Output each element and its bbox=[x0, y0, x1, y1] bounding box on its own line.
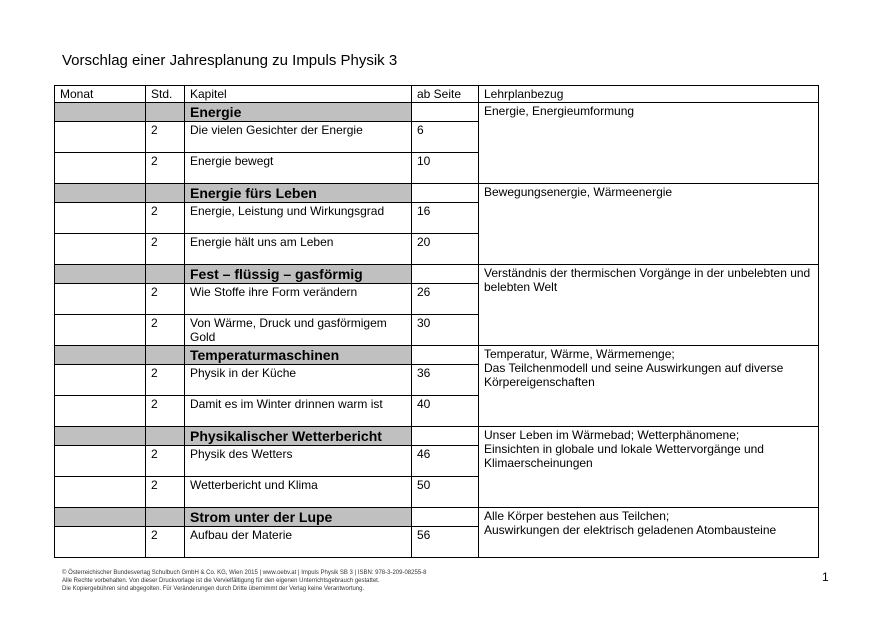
header-monat: Monat bbox=[55, 86, 146, 103]
lesson-std: 2 bbox=[146, 153, 185, 184]
chapter-seite-cell bbox=[412, 103, 479, 122]
lesson-title: Energie hält uns am Leben bbox=[185, 234, 412, 265]
lesson-monat bbox=[55, 122, 146, 153]
lesson-std: 2 bbox=[146, 396, 185, 427]
lesson-std: 2 bbox=[146, 122, 185, 153]
footer-disclaimer: Die Kopiergebühren sind abgegolten. Für Veränderungen durch Dritte übernimmt der Verlag keine Verantwortung. bbox=[62, 586, 365, 592]
lesson-page: 16 bbox=[412, 203, 479, 234]
chapter-seite-cell bbox=[412, 265, 479, 284]
chapter-title: Energie bbox=[185, 103, 412, 122]
lesson-std: 2 bbox=[146, 315, 185, 346]
chapter-row bbox=[55, 103, 819, 122]
lesson-std: 2 bbox=[146, 477, 185, 508]
lesson-std: 2 bbox=[146, 527, 185, 558]
chapter-title: Temperaturmaschinen bbox=[185, 346, 412, 365]
chapter-monat-cell bbox=[55, 346, 146, 365]
header-kapitel: Kapitel bbox=[185, 86, 412, 103]
chapter-row bbox=[55, 508, 819, 527]
lesson-title: Damit es im Winter drinnen warm ist bbox=[185, 396, 412, 427]
lesson-title: Wie Stoffe ihre Form verändern bbox=[185, 284, 412, 315]
lehrplan-cell: Verständnis der thermischen Vorgänge in der unbelebten und belebten Welt bbox=[479, 265, 819, 346]
chapter-seite-cell bbox=[412, 184, 479, 203]
lesson-monat bbox=[55, 153, 146, 184]
lesson-page: 40 bbox=[412, 396, 479, 427]
chapter-row bbox=[55, 346, 819, 365]
lesson-page: 36 bbox=[412, 365, 479, 396]
table-header-row bbox=[55, 86, 819, 103]
table-body bbox=[55, 103, 819, 558]
lesson-monat bbox=[55, 446, 146, 477]
lehrplan-cell: Energie, Energieumformung bbox=[479, 103, 819, 184]
lesson-title: Physik in der Küche bbox=[185, 365, 412, 396]
header-std: Std. bbox=[146, 86, 185, 103]
chapter-monat-cell bbox=[55, 184, 146, 203]
chapter-seite-cell bbox=[412, 346, 479, 365]
chapter-title: Physikalischer Wetterbericht bbox=[185, 427, 412, 446]
chapter-row bbox=[55, 184, 819, 203]
lesson-title: Wetterbericht und Klima bbox=[185, 477, 412, 508]
lehrplan-cell: Temperatur, Wärme, Wärmemenge; Das Teilchenmodell und seine Auswirkungen auf diverse Körpereigenschaften bbox=[479, 346, 819, 427]
lesson-page: 26 bbox=[412, 284, 479, 315]
chapter-row bbox=[55, 265, 819, 284]
lesson-page: 6 bbox=[412, 122, 479, 153]
lesson-monat bbox=[55, 527, 146, 558]
lesson-page: 56 bbox=[412, 527, 479, 558]
lesson-title: Energie, Leistung und Wirkungsgrad bbox=[185, 203, 412, 234]
chapter-std-cell bbox=[146, 265, 185, 284]
lesson-page: 20 bbox=[412, 234, 479, 265]
page-number: 1 bbox=[822, 570, 829, 584]
header-seite: ab Seite bbox=[412, 86, 479, 103]
lehrplan-cell: Unser Leben im Wärmebad; Wetterphänomene; Einsichten in globale und lokale Wettervorgänge und Klimaerscheinungen bbox=[479, 427, 819, 508]
chapter-std-cell bbox=[146, 427, 185, 446]
chapter-monat-cell bbox=[55, 265, 146, 284]
chapter-monat-cell bbox=[55, 427, 146, 446]
chapter-row bbox=[55, 427, 819, 446]
lesson-monat bbox=[55, 315, 146, 346]
lesson-std: 2 bbox=[146, 446, 185, 477]
chapter-title: Fest – flüssig – gasförmig bbox=[185, 265, 412, 284]
header-lehrplan: Lehrplanbezug bbox=[479, 86, 819, 103]
lesson-title: Von Wärme, Druck und gasförmigem Gold bbox=[185, 315, 412, 346]
lehrplan-cell: Alle Körper bestehen aus Teilchen; Auswirkungen der elektrisch geladenen Atombausteine bbox=[479, 508, 819, 558]
lesson-monat bbox=[55, 365, 146, 396]
footer-rights: Alle Rechte vorbehalten. Von dieser Druckvorlage ist die Vervielfältigung für den eigenen Unterrichtsgebrauch gestattet. bbox=[62, 578, 380, 584]
chapter-std-cell bbox=[146, 103, 185, 122]
chapter-title: Energie fürs Leben bbox=[185, 184, 412, 203]
footer-copyright: © Österreichischer Bundesverlag Schulbuch GmbH & Co. KG, Wien 2015 | www.oebv.at | Impuls Physik SB 3 | ISBN: 978-3-209-08255-8 bbox=[62, 570, 427, 576]
chapter-std-cell bbox=[146, 184, 185, 203]
chapter-monat-cell bbox=[55, 103, 146, 122]
chapter-title: Strom unter der Lupe bbox=[185, 508, 412, 527]
lesson-monat bbox=[55, 234, 146, 265]
lesson-monat bbox=[55, 396, 146, 427]
lesson-page: 50 bbox=[412, 477, 479, 508]
lesson-title: Energie bewegt bbox=[185, 153, 412, 184]
lesson-title: Aufbau der Materie bbox=[185, 527, 412, 558]
footer bbox=[62, 569, 427, 593]
lesson-title: Physik des Wetters bbox=[185, 446, 412, 477]
lesson-std: 2 bbox=[146, 234, 185, 265]
lesson-std: 2 bbox=[146, 284, 185, 315]
lesson-monat bbox=[55, 477, 146, 508]
lesson-page: 10 bbox=[412, 153, 479, 184]
chapter-seite-cell bbox=[412, 508, 479, 527]
lesson-monat bbox=[55, 284, 146, 315]
lesson-title: Die vielen Gesichter der Energie bbox=[185, 122, 412, 153]
lesson-page: 30 bbox=[412, 315, 479, 346]
chapter-std-cell bbox=[146, 508, 185, 527]
page-title: Vorschlag einer Jahresplanung zu Impuls Physik 3 bbox=[62, 52, 398, 69]
chapter-std-cell bbox=[146, 346, 185, 365]
chapter-monat-cell bbox=[55, 508, 146, 527]
chapter-seite-cell bbox=[412, 427, 479, 446]
lesson-std: 2 bbox=[146, 365, 185, 396]
lesson-monat bbox=[55, 203, 146, 234]
year-plan-table bbox=[54, 85, 819, 558]
lehrplan-cell: Bewegungsenergie, Wärmeenergie bbox=[479, 184, 819, 265]
lesson-page: 46 bbox=[412, 446, 479, 477]
lesson-std: 2 bbox=[146, 203, 185, 234]
